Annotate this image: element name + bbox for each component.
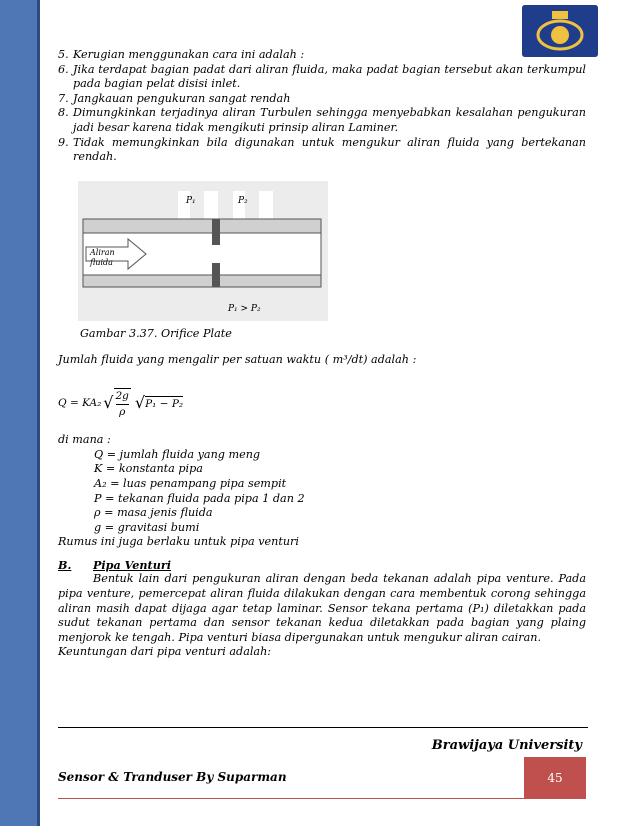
list-number: 8. — [58, 106, 69, 120]
list-text: Dimungkinkan terjadinya aliran Turbulen sehingga menyebabkan kesalahan pengukuran jadi besar karena tidak mengikuti prinsip aliran Laminer. — [73, 106, 586, 134]
list-number: 9. — [58, 135, 69, 149]
list-item — [58, 63, 586, 92]
list-number: 7. — [58, 91, 69, 105]
p1-label: P₁ — [186, 195, 196, 206]
formula-rhs: P₁ − P₂ — [145, 397, 184, 410]
rule-note: Rumus ini juga berlaku untuk pipa venturi — [58, 535, 299, 549]
definition-row: Q = jumlah fluida yang meng — [94, 447, 261, 461]
flow-label: fluida — [90, 257, 113, 267]
pressure-relation-label: P₁ > P₂ — [228, 303, 261, 314]
flow-label: Aliran — [90, 247, 115, 257]
page-number: 45 — [524, 757, 586, 799]
definitions — [58, 433, 586, 550]
orifice-plate-bottom — [212, 263, 220, 287]
footer-brand: Brawijaya University — [431, 738, 582, 753]
advantages-intro: Keuntungan dari pipa venturi adalah: — [58, 645, 272, 659]
definition-row: A₂ = luas penampang pipa sempit — [94, 476, 287, 490]
flow-formula: Q = KA₂ √ $\frac{2g}{\rho}$ √ P₁ − P₂ — [58, 389, 184, 418]
footer-bottom-rule — [58, 798, 586, 799]
flow-intro: Jumlah fluida yang mengalir per satuan waktu ( m³/dt) adalah : — [58, 353, 417, 367]
list-text: Jangkauan pengukuran sangat rendah — [73, 91, 291, 105]
footer-author: Sensor & Tranduser By Suparman — [58, 770, 287, 784]
body-paragraph: Bentuk lain dari pengukuran aliran dengan beda tekanan adalah pipa venture. Pada pipa venture, pemercepat aliran fluida dilakukan dengan cara membentuk corong sehingga aliran masih dapat dijaga agar tetap laminar. Sensor tekana pertama (P₁) diletakkan pada sudut tekanan pertama dan sensor tekanan kedua diletakkan pada bagian yang plaing menjorok ke tengah. Pipa venturi biasa dipergunakan untuk mengukur aliran cairan. — [58, 572, 586, 644]
definition-row: K = konstanta pipa — [94, 462, 203, 476]
list-text: Jika terdapat bagian padat dari aliran fluida, maka padat bagian tersebut akan terkumpul pada bagian pelat disisi inlet. — [73, 62, 586, 91]
section-title: Pipa Venturi — [93, 557, 171, 572]
orifice-plate-figure — [78, 181, 328, 321]
definition-row: ρ = masa jenis fluida — [94, 506, 213, 520]
list-text: Kerugian menggunakan cara ini adalah : — [73, 48, 305, 61]
list-number: 6. — [58, 62, 69, 76]
definition-row: P = tekanan fluida pada pipa 1 dan 2 — [94, 491, 305, 505]
list-item — [58, 136, 586, 165]
definition-row: g = gravitasi bumi — [94, 520, 200, 534]
figure-caption: Gambar 3.37. Orifice Plate — [80, 326, 232, 340]
left-accent-bar — [0, 0, 40, 826]
p2-label: P₂ — [238, 195, 248, 206]
formula-numerator: 2g — [116, 389, 129, 405]
where-label: di mana : — [58, 433, 111, 447]
section-label: B. — [58, 557, 72, 572]
footer-divider — [58, 727, 588, 728]
orifice-plate-top — [212, 219, 220, 245]
formula-denominator: ρ — [119, 405, 126, 418]
list-text: Tidak memungkinkan bila digunakan untuk mengukur aliran fluida yang bertekanan rendah. — [73, 135, 586, 164]
page-content — [58, 48, 586, 660]
section-heading — [58, 558, 586, 573]
formula-lhs: Q = KA₂ — [58, 397, 102, 410]
list-number: 5. — [58, 48, 69, 61]
list-item — [58, 48, 586, 63]
list-item — [58, 106, 586, 135]
list-item — [58, 92, 586, 107]
